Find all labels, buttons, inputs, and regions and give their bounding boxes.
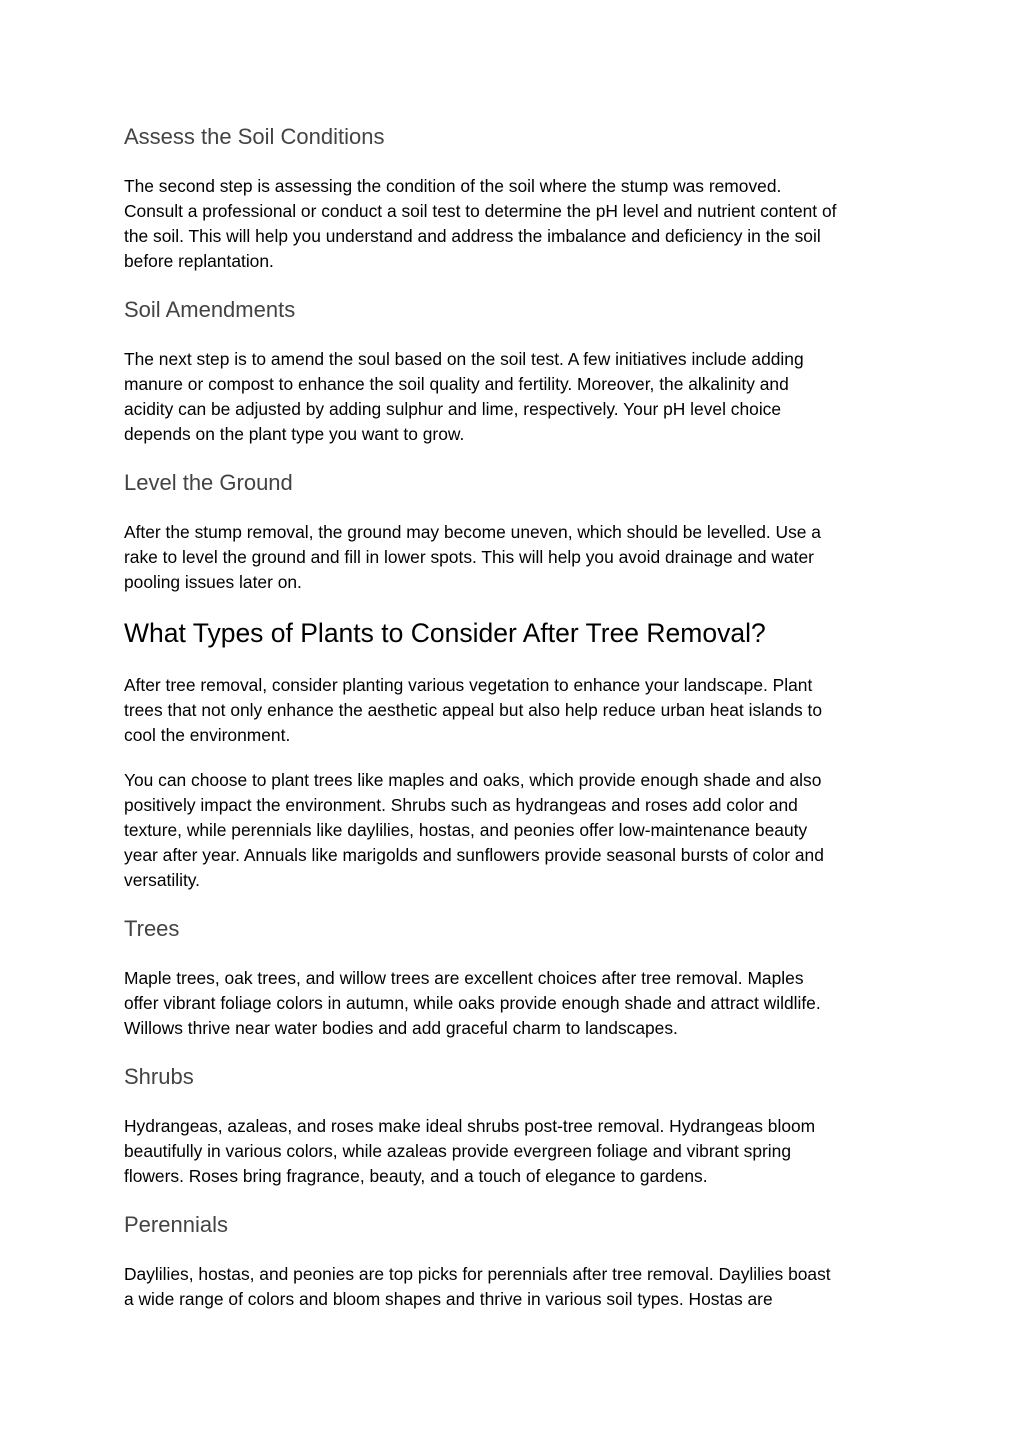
paragraph-shrubs bbox=[124, 1114, 904, 1189]
heading-plant-types: What Types of Plants to Consider After Tree Removal? bbox=[124, 618, 766, 648]
text-line: Hydrangeas, azaleas, and roses make ideal shrubs post-tree removal. Hydrangeas bloom bbox=[124, 1116, 816, 1136]
text-line: texture, while perennials like daylilies, hostas, and peonies offer low-maintenance beauty bbox=[124, 820, 808, 840]
text-line: before replantation. bbox=[124, 251, 274, 271]
paragraph-perennials bbox=[124, 1262, 904, 1312]
text-line: cool the environment. bbox=[124, 725, 291, 745]
paragraph-level-ground bbox=[124, 520, 904, 595]
text-line: the soil. This will help you understand and address the imbalance and deficiency in the soil bbox=[124, 226, 821, 246]
paragraph-assess-soil bbox=[124, 174, 904, 274]
paragraph-trees bbox=[124, 966, 904, 1041]
text-line: positively impact the environment. Shrubs such as hydrangeas and roses add color and bbox=[124, 795, 798, 815]
paragraph-plant-types-detail bbox=[124, 768, 904, 893]
paragraph-plant-types-intro bbox=[124, 673, 904, 748]
heading-assess-soil: Assess the Soil Conditions bbox=[124, 124, 385, 149]
heading-level-ground: Level the Ground bbox=[124, 470, 293, 495]
text-line: trees that not only enhance the aesthetic appeal but also help reduce urban heat islands to bbox=[124, 700, 823, 720]
text-line: depends on the plant type you want to grow. bbox=[124, 424, 465, 444]
text-line: After tree removal, consider planting various vegetation to enhance your landscape. Plant bbox=[124, 675, 813, 695]
text-line: year after year. Annuals like marigolds and sunflowers provide seasonal bursts of color and bbox=[124, 845, 824, 865]
text-line: Daylilies, hostas, and peonies are top picks for perennials after tree removal. Daylilies boast bbox=[124, 1264, 831, 1284]
text-line: manure or compost to enhance the soil quality and fertility. Moreover, the alkalinity and bbox=[124, 374, 789, 394]
heading-shrubs: Shrubs bbox=[124, 1064, 194, 1089]
text-line: You can choose to plant trees like maples and oaks, which provide enough shade and also bbox=[124, 770, 822, 790]
text-line: beautifully in various colors, while azaleas provide evergreen foliage and vibrant spring bbox=[124, 1141, 792, 1161]
text-line: a wide range of colors and bloom shapes and thrive in various soil types. Hostas are bbox=[124, 1289, 773, 1309]
text-line: pooling issues later on. bbox=[124, 572, 302, 592]
text-line: acidity can be adjusted by adding sulphur and lime, respectively. Your pH level choice bbox=[124, 399, 782, 419]
heading-soil-amendments: Soil Amendments bbox=[124, 297, 296, 322]
text-line: Consult a professional or conduct a soil test to determine the pH level and nutrient content of bbox=[124, 201, 837, 221]
heading-perennials: Perennials bbox=[124, 1212, 228, 1237]
text-line: Maple trees, oak trees, and willow trees are excellent choices after tree removal. Maples bbox=[124, 968, 804, 988]
text-line: offer vibrant foliage colors in autumn, while oaks provide enough shade and attract wildlife. bbox=[124, 993, 821, 1013]
text-line: versatility. bbox=[124, 870, 201, 890]
text-line: rake to level the ground and fill in lower spots. This will help you avoid drainage and water bbox=[124, 547, 814, 567]
text-line: The next step is to amend the soul based on the soil test. A few initiatives include adding bbox=[124, 349, 804, 369]
text-line: flowers. Roses bring fragrance, beauty, and a touch of elegance to gardens. bbox=[124, 1166, 708, 1186]
text-line: After the stump removal, the ground may become uneven, which should be levelled. Use a bbox=[124, 522, 821, 542]
paragraph-soil-amendments bbox=[124, 347, 904, 447]
text-line: Willows thrive near water bodies and add graceful charm to landscapes. bbox=[124, 1018, 678, 1038]
heading-trees: Trees bbox=[124, 916, 180, 941]
text-line: The second step is assessing the condition of the soil where the stump was removed. bbox=[124, 176, 782, 196]
